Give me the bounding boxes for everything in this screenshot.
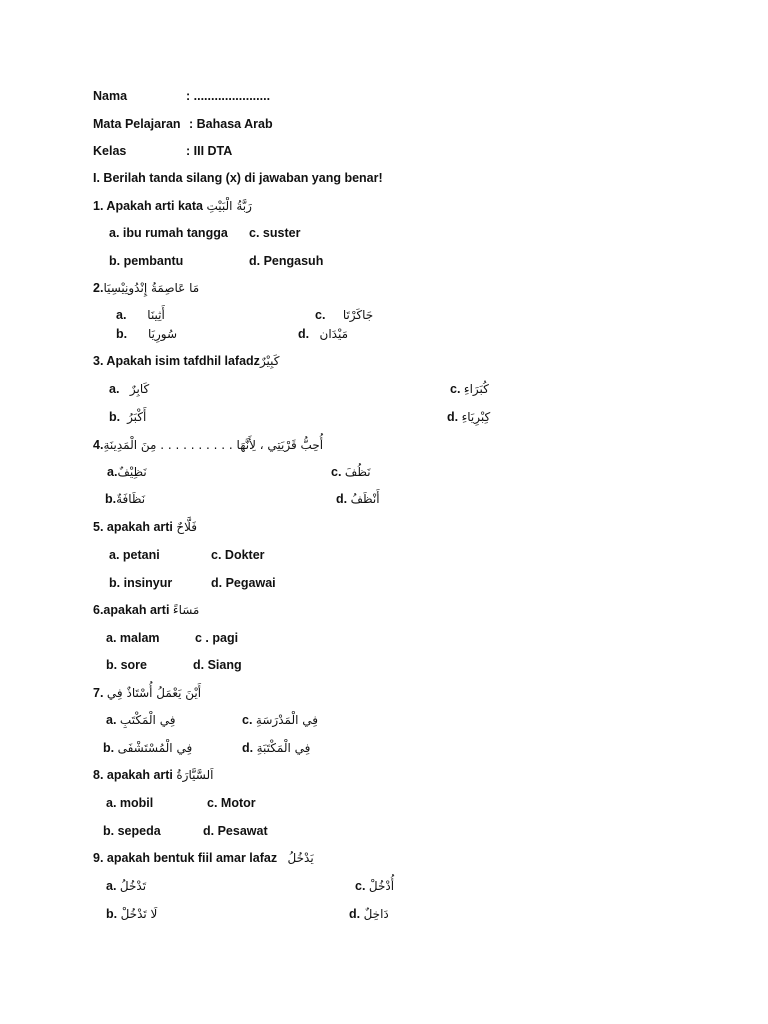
option-8d[interactable]: d. Pesawat bbox=[203, 824, 268, 838]
option-4d[interactable]: d. أَنْظَفُ bbox=[336, 492, 380, 506]
arabic-question: أَيْنَ يَعْمَلُ أُسْتَاذٌ فِي bbox=[106, 686, 202, 700]
class-label: Kelas bbox=[93, 144, 127, 158]
option-2c[interactable]: c. جَاكَرْتَا bbox=[315, 308, 374, 322]
option-6b[interactable]: b. sore bbox=[106, 658, 147, 672]
option-9c[interactable]: c. أُدْخُلْ bbox=[355, 879, 395, 893]
question-prompt: 4. bbox=[93, 438, 104, 452]
option-9d[interactable]: d. دَاخِلٌ bbox=[349, 907, 389, 921]
option-5d[interactable]: d. Pegawai bbox=[211, 576, 276, 590]
option-8b[interactable]: b. sepeda bbox=[103, 824, 161, 838]
question-prompt: 3. Apakah isim tafdhil lafadz bbox=[93, 354, 260, 368]
option-2b[interactable]: b. سُورِيَا bbox=[116, 327, 177, 341]
question-prompt: 9. apakah bentuk fiil amar lafaz bbox=[93, 851, 278, 865]
instruction: I. Berilah tanda silang (x) di jawaban yang benar! bbox=[93, 171, 383, 185]
question-1 bbox=[93, 198, 252, 214]
option-6a[interactable]: a. malam bbox=[106, 631, 160, 645]
arabic-word: فَلَّاحٌ bbox=[176, 520, 198, 534]
option-1a[interactable]: a. ibu rumah tangga bbox=[109, 226, 228, 240]
question-4 bbox=[93, 437, 323, 453]
option-5c[interactable]: c. Dokter bbox=[211, 548, 265, 562]
arabic-word: اَلسَّيَّارَةُ bbox=[176, 768, 214, 782]
question-prompt: 8. apakah arti bbox=[93, 768, 173, 782]
arabic-word: يَدْخُلُ bbox=[287, 851, 314, 865]
question-prompt: 7. bbox=[93, 686, 104, 700]
option-9b[interactable]: b. لَا تَدْخُلْ bbox=[106, 907, 158, 921]
option-6d[interactable]: d. Siang bbox=[193, 658, 242, 672]
option-2a[interactable]: a. أَثِينَا bbox=[116, 308, 165, 322]
option-3a[interactable]: a. كَابِرٌ bbox=[109, 382, 150, 396]
option-1c[interactable]: c. suster bbox=[249, 226, 301, 240]
arabic-word: كَبِيْرٌ bbox=[259, 354, 280, 368]
arabic-question: مَا عَاصِمَةُ إِنْدُونِيْسِيَا bbox=[103, 281, 200, 295]
option-7b[interactable]: b. فِي الْمُسْتَشْفَى bbox=[103, 741, 193, 755]
question-7 bbox=[93, 685, 201, 701]
class-value: : III DTA bbox=[186, 144, 233, 158]
question-3 bbox=[93, 353, 280, 369]
question-prompt: 1. Apakah arti kata bbox=[93, 199, 204, 213]
option-3d[interactable]: d. كِبْرِيَاءِ bbox=[447, 410, 491, 424]
question-8 bbox=[93, 767, 213, 783]
option-5b[interactable]: b. insinyur bbox=[109, 576, 173, 590]
question-prompt: 6.apakah arti bbox=[93, 603, 170, 617]
question-5 bbox=[93, 519, 197, 535]
option-4a[interactable]: a.نَظِيْفٌ bbox=[107, 465, 147, 479]
option-7d[interactable]: d. فِي الْمَكْتَبَةِ bbox=[242, 741, 311, 755]
option-4b[interactable]: b.نَظَافَةٌ bbox=[105, 492, 146, 506]
subject-label: Mata Pelajaran bbox=[93, 117, 181, 131]
question-9 bbox=[93, 850, 314, 866]
option-7a[interactable]: a. فِي الْمَكْتَبِ bbox=[106, 713, 176, 727]
option-4c[interactable]: c. نَظُفَ bbox=[331, 465, 371, 479]
option-9a[interactable]: a. تَدْخُلُ bbox=[106, 879, 147, 893]
question-prompt: 2. bbox=[93, 281, 104, 295]
option-8c[interactable]: c. Motor bbox=[207, 796, 256, 810]
name-field[interactable]: : ...................... bbox=[186, 89, 271, 103]
option-1b[interactable]: b. pembantu bbox=[109, 254, 184, 268]
name-label: Nama bbox=[93, 89, 128, 103]
option-6c[interactable]: c . pagi bbox=[195, 631, 239, 645]
question-2 bbox=[93, 280, 199, 296]
question-6 bbox=[93, 602, 199, 618]
arabic-sentence: أُحِبُّ قَرْيَتِي ، لِأَنَّهَا . . . . . . . . . . مِنَ الْمَدِينَةِ bbox=[103, 438, 324, 452]
option-3c[interactable]: c. كُبَرَاءِ bbox=[450, 382, 489, 396]
option-3b[interactable]: b. أَكْبَرُ bbox=[109, 410, 147, 424]
option-7c[interactable]: c. فِي الْمَدْرَسَةِ bbox=[242, 713, 318, 727]
question-prompt: 5. apakah arti bbox=[93, 520, 173, 534]
option-5a[interactable]: a. petani bbox=[109, 548, 160, 562]
subject-value: : Bahasa Arab bbox=[189, 117, 273, 131]
arabic-word: مَسَاءً bbox=[172, 603, 200, 617]
option-8a[interactable]: a. mobil bbox=[106, 796, 154, 810]
option-2d[interactable]: d. مَيْدَان bbox=[298, 327, 349, 341]
arabic-word: رَبَّةُ الْبَيْتِ bbox=[206, 199, 252, 213]
option-1d[interactable]: d. Pengasuh bbox=[249, 254, 324, 268]
